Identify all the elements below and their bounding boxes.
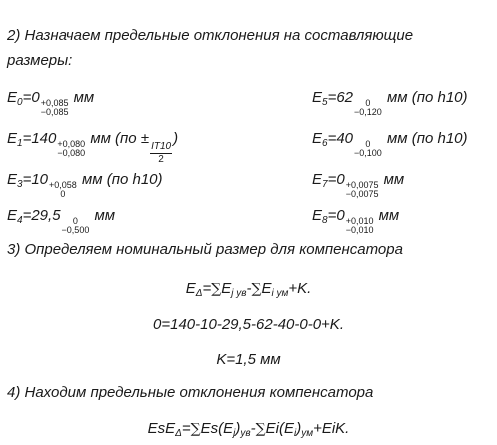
dim-nominal: =40	[327, 130, 354, 147]
formula-part: E	[261, 280, 272, 297]
sum-symbol: ∑	[251, 281, 262, 297]
formula-part: -	[246, 280, 252, 297]
upper-deviation: 0	[365, 139, 371, 149]
dimension-e3	[7, 171, 163, 199]
dimension-e0	[7, 89, 94, 117]
formula-part: )	[235, 420, 241, 437]
formula-part: Es(E	[200, 420, 234, 437]
tolerance-stack	[346, 217, 374, 235]
nominal-formula	[0, 280, 497, 303]
dim-symbol: E	[312, 171, 323, 188]
formula-part: Ei(E	[265, 420, 294, 437]
tolerance-stack	[354, 99, 382, 117]
sum-symbol: ∑	[211, 281, 222, 297]
formula-sub: j yв	[231, 288, 247, 299]
dim-index: 3	[17, 179, 23, 190]
dimension-e6	[312, 130, 468, 158]
dimension-e8	[312, 207, 399, 235]
formula-part: +EiK.	[313, 420, 350, 437]
dim-index: 7	[322, 179, 328, 190]
upper-deviation: +0,0075	[345, 180, 379, 190]
nominal-calculation	[0, 316, 497, 334]
upper-deviation: 0	[365, 98, 371, 108]
lower-deviation: −0,500	[61, 225, 90, 235]
sum-symbol: ∑	[190, 421, 201, 437]
close-paren: )	[173, 130, 179, 147]
dim-symbol: E	[312, 89, 323, 106]
lower-deviation: −0,010	[345, 225, 374, 235]
section-2-heading	[7, 27, 413, 45]
dimension-e5	[312, 89, 468, 117]
lower-deviation: 0	[60, 189, 66, 199]
section-4-heading	[7, 384, 373, 402]
formula-sub: Δ	[175, 428, 182, 439]
formula-sub: j	[233, 428, 236, 439]
dim-unit: мм	[374, 207, 400, 224]
heading-text-cont: размеры:	[7, 52, 73, 69]
heading-text: 3) Определяем номинальный размер для компенсатора	[7, 241, 403, 258]
formula-sub: yм	[301, 428, 314, 439]
section-2-heading-cont	[7, 52, 72, 70]
dim-unit: мм	[90, 207, 116, 224]
dim-index: 5	[322, 97, 328, 108]
formula-sub: yв	[240, 428, 251, 439]
dim-symbol: E	[312, 130, 323, 147]
dim-symbol: E	[7, 171, 18, 188]
dim-symbol: E	[7, 130, 18, 147]
dim-index: 0	[17, 97, 23, 108]
upper-deviation: 0	[72, 216, 78, 226]
dim-unit: мм (по h10)	[382, 89, 468, 106]
dim-nominal: =29,5	[22, 207, 61, 224]
dim-index: 4	[17, 215, 23, 226]
it10-fraction	[150, 142, 172, 165]
fraction-numerator: IT10	[151, 141, 172, 152]
formula-sub: i yм	[271, 288, 289, 299]
calculation-text: 0=140-10-29,5-62-40-0-0+K.	[153, 316, 344, 333]
lower-deviation: −0,120	[354, 107, 382, 117]
formula-sub: i	[293, 428, 297, 439]
formula-part: E	[185, 280, 196, 297]
tolerance-stack	[49, 181, 77, 199]
heading-text: 2) Назначаем предельные отклонения на составляющие	[7, 27, 414, 44]
dim-nominal: =62	[327, 89, 354, 106]
lower-deviation: −0,0075	[345, 189, 379, 199]
lower-deviation: −0,085	[40, 107, 69, 117]
tolerance-stack	[57, 140, 85, 158]
tolerance-stack	[354, 140, 382, 158]
dim-symbol: E	[312, 207, 323, 224]
formula-part: )	[296, 420, 302, 437]
dim-unit: мм (по ±	[86, 130, 150, 147]
formula-part: -	[250, 420, 256, 437]
upper-deviation: +0,080	[57, 139, 86, 149]
tolerance-stack	[41, 99, 69, 117]
dim-unit: мм (по h10)	[382, 130, 468, 147]
section-3-heading	[7, 241, 403, 259]
dim-unit: мм	[69, 89, 95, 106]
heading-text: 4) Находим предельные отклонения компенсатора	[7, 384, 374, 401]
dim-unit: мм	[379, 171, 405, 188]
compensator-result	[0, 351, 497, 369]
formula-part: =	[202, 280, 212, 297]
tolerance-stack	[62, 217, 90, 235]
dim-nominal: =0	[22, 89, 40, 106]
dim-index: 8	[322, 215, 328, 226]
formula-part: =	[181, 420, 191, 437]
dim-unit: мм (по h10)	[77, 171, 163, 188]
upper-deviation: +0,058	[49, 180, 77, 190]
sum-symbol: ∑	[255, 421, 266, 437]
dim-nominal: =0	[327, 207, 345, 224]
formula-part: E	[221, 280, 232, 297]
deviation-formula	[0, 420, 497, 443]
dimension-e1	[7, 130, 178, 165]
dim-nominal: =140	[22, 130, 57, 147]
dimension-e4	[7, 207, 115, 235]
upper-deviation: +0,085	[40, 98, 69, 108]
formula-sub: Δ	[195, 288, 203, 299]
lower-deviation: −0,080	[57, 148, 86, 158]
lower-deviation: −0,100	[354, 148, 382, 158]
result-text: K=1,5 мм	[216, 351, 281, 368]
dim-nominal: =10	[22, 171, 49, 188]
dim-symbol: E	[7, 207, 18, 224]
dim-index: 1	[17, 138, 23, 149]
dim-symbol: E	[7, 89, 18, 106]
tolerance-stack	[346, 181, 379, 199]
formula-part: +K.	[288, 280, 312, 297]
formula-part: EsE	[147, 420, 176, 437]
dim-index: 6	[322, 138, 328, 149]
upper-deviation: +0,010	[345, 216, 374, 226]
dimension-e7	[312, 171, 404, 199]
fraction-denominator: 2	[158, 154, 164, 165]
dim-nominal: =0	[327, 171, 345, 188]
